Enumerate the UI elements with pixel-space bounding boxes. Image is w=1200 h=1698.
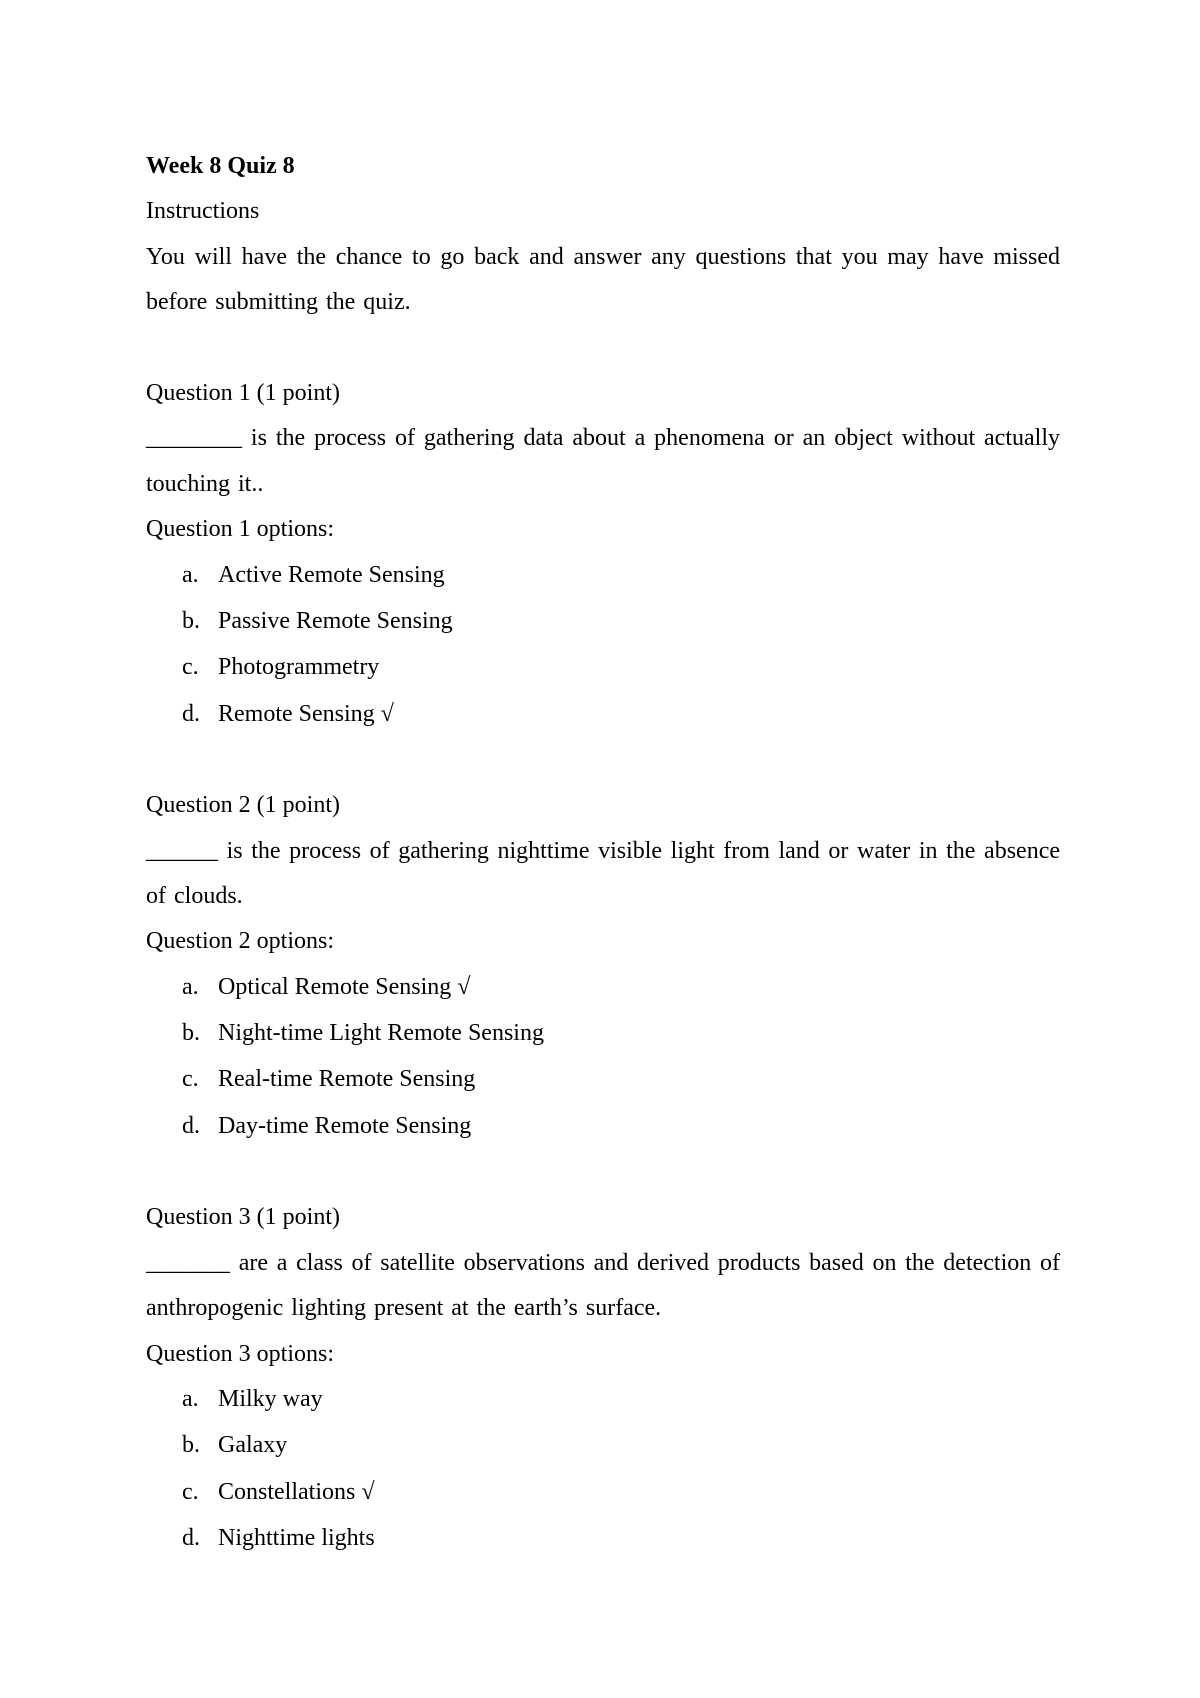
option-letter: d. <box>182 1112 200 1139</box>
option-text: Photogrammetry <box>218 654 380 681</box>
question-header: Question 1 (1 point) <box>146 380 340 407</box>
option-letter: c. <box>182 654 199 681</box>
option-letter: b. <box>182 1432 200 1459</box>
option-text: Constellations <box>218 1478 356 1505</box>
option-text: Day-time Remote Sensing <box>218 1112 472 1139</box>
option-text: Nighttime lights <box>218 1524 375 1551</box>
question-3 <box>146 1195 1060 1562</box>
option-letter: b. <box>182 607 200 634</box>
option-text: Remote Sensing <box>218 700 375 727</box>
option-a[interactable] <box>182 553 1060 599</box>
question-1 <box>146 371 1060 738</box>
check-mark-icon: √ <box>361 1478 375 1505</box>
option-letter: b. <box>182 1020 200 1047</box>
option-text: Milky way <box>218 1386 323 1413</box>
question-2 <box>146 783 1060 1150</box>
option-c[interactable] <box>182 1057 1060 1103</box>
option-a[interactable] <box>182 965 1060 1011</box>
question-header: Question 2 (1 point) <box>146 792 340 819</box>
option-d[interactable] <box>182 692 1060 738</box>
instructions-heading: Instructions <box>146 198 260 225</box>
option-b[interactable] <box>182 1423 1060 1469</box>
option-text: Night-time Light Remote Sensing <box>218 1020 544 1047</box>
option-letter: a. <box>182 1386 199 1413</box>
question-text: ________ is the process of gathering data about a phenomena or an object without actually touching it.. <box>146 425 1060 497</box>
question-text: ______ is the process of gathering nighttime visible light from land or water in the absence of clouds. <box>146 837 1060 910</box>
question-header: Question 3 (1 point) <box>146 1204 340 1231</box>
quiz-title: Week 8 Quiz 8 <box>146 153 295 179</box>
option-letter: d. <box>182 700 200 727</box>
spacer <box>146 1150 1060 1195</box>
option-text: Optical Remote Sensing <box>218 973 452 1000</box>
option-text: Galaxy <box>218 1432 288 1459</box>
option-letter: a. <box>182 973 199 1000</box>
options-label: Question 3 options: <box>146 1340 335 1367</box>
option-c[interactable] <box>182 1470 1060 1516</box>
option-d[interactable] <box>182 1516 1060 1562</box>
option-b[interactable] <box>182 1011 1060 1057</box>
options-label: Question 1 options: <box>146 516 335 543</box>
check-mark-icon: √ <box>457 973 471 1000</box>
option-text: Passive Remote Sensing <box>218 607 453 634</box>
options-label: Question 2 options: <box>146 928 335 955</box>
spacer <box>146 326 1060 371</box>
option-b[interactable] <box>182 599 1060 645</box>
instructions-text: You will have the chance to go back and answer any questions that you may have missed before submitting the quiz. <box>146 243 1060 316</box>
option-letter: c. <box>182 1066 199 1093</box>
option-letter: a. <box>182 561 199 588</box>
document-page <box>146 144 1060 1562</box>
question-text: _______ are a class of satellite observations and derived products based on the detection of anthropogenic lighting present at the earth’s surface. <box>146 1249 1060 1322</box>
option-c[interactable] <box>182 645 1060 691</box>
option-text: Real-time Remote Sensing <box>218 1066 476 1093</box>
option-letter: d. <box>182 1524 200 1551</box>
spacer <box>146 738 1060 783</box>
options-list <box>146 965 1060 1150</box>
options-list <box>146 1377 1060 1562</box>
option-d[interactable] <box>182 1104 1060 1150</box>
option-text: Active Remote Sensing <box>218 561 445 588</box>
options-list <box>146 553 1060 738</box>
option-letter: c. <box>182 1478 199 1505</box>
check-mark-icon: √ <box>380 700 394 727</box>
option-a[interactable] <box>182 1377 1060 1423</box>
